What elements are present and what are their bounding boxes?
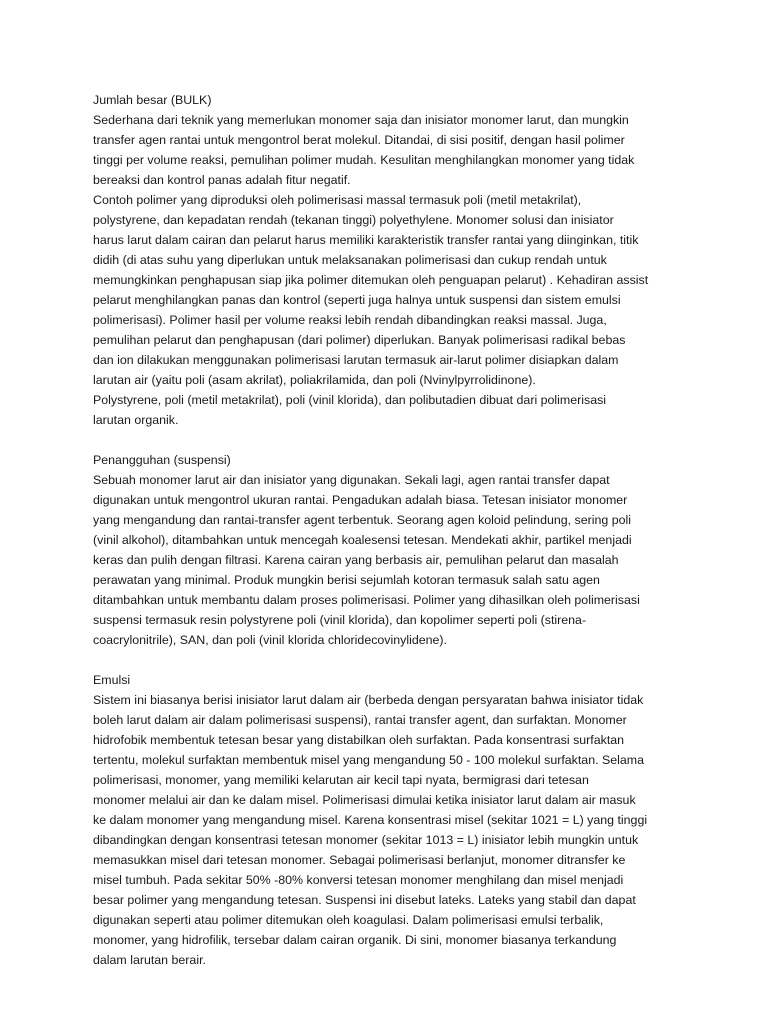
document-page (93, 90, 683, 970)
section (93, 90, 683, 430)
paragraph-line: Sederhana dari teknik yang memerlukan monomer saja dan inisiator monomer larut, dan mungkin (93, 113, 629, 127)
paragraph-line: digunakan seperti atau polimer ditemukan oleh koagulasi. Dalam polimerisasi emulsi terbalik, (93, 913, 604, 927)
paragraph-line: ditambahkan untuk membantu dalam proses polimerisasi. Polimer yang dihasilkan oleh polimerisasi (93, 593, 640, 607)
paragraph-line: polystyrene, dan kepadatan rendah (tekanan tinggi) polyethylene. Monomer solusi dan inisiator (93, 213, 614, 227)
paragraph-line: keras dan pulih dengan filtrasi. Karena cairan yang berbasis air, pemulihan pelarut dan masalah (93, 553, 619, 567)
paragraph-line: ke dalam monomer yang mengandung misel. Karena konsentrasi misel (sekitar 1021 = L) yang tinggi (93, 813, 648, 827)
section-gap (93, 650, 683, 670)
paragraph-line: pemulihan pelarut dan penghapusan (dari polimer) diperlukan. Banyak polimerisasi radikal bebas (93, 333, 626, 347)
paragraph-line: larutan air (yaitu poli (asam akrilat), poliakrilamida, dan poli (Nvinylpyrrolidinone). (93, 373, 536, 387)
paragraph-line: polimerisasi). Polimer hasil per volume reaksi lebih rendah dibandingkan reaksi massal. Juga, (93, 313, 607, 327)
paragraph-line: hidrofobik membentuk tetesan besar yang distabilkan oleh surfaktan. Pada konsentrasi surfaktan (93, 733, 625, 747)
paragraph-line: Polystyrene, poli (metil metakrilat), poli (vinil klorida), dan polibutadien dibuat dari polimerisasi (93, 393, 607, 407)
paragraph-line: monomer melalui air dan ke dalam misel. Polimerisasi dimulai ketika inisiator larut dalam air masuk (93, 793, 636, 807)
paragraph-line: Sebuah monomer larut air dan inisiator yang digunakan. Sekali lagi, agen rantai transfer dapat (93, 473, 610, 487)
paragraph-line: bereaksi dan kontrol panas adalah fitur negatif. (93, 173, 351, 187)
section (93, 450, 683, 650)
section-heading: Jumlah besar (BULK) (93, 93, 212, 107)
paragraph-line: harus larut dalam cairan dan pelarut harus memiliki karakteristik transfer rantai yang diinginkan, titik (93, 233, 639, 247)
paragraph-line: dibandingkan dengan konsentrasi tetesan monomer (sekitar 1013 = L) inisiator lebih mungkin untuk (93, 833, 639, 847)
paragraph-line: larutan organik. (93, 413, 179, 427)
paragraph-line: memasukkan misel dari tetesan monomer. Sebagai polimerisasi berlanjut, monomer ditransfer ke (93, 853, 626, 867)
paragraph-line: digunakan untuk mengontrol ukuran rantai. Pengadukan adalah biasa. Tetesan inisiator monomer (93, 493, 628, 507)
paragraph-line: dalam larutan berair. (93, 953, 206, 967)
paragraph-line: monomer, yang hidrofilik, tersebar dalam cairan organik. Di sini, monomer biasanya terkandung (93, 933, 617, 947)
paragraph-line: yang mengandung dan rantai-transfer agent terbentuk. Seorang agen koloid pelindung, sering poli (93, 513, 631, 527)
paragraph-line: tertentu, molekul surfaktan membentuk misel yang mengandung 50 - 100 molekul surfaktan. Selama (93, 753, 644, 767)
section-gap (93, 430, 683, 450)
paragraph-line: pelarut menghilangkan panas dan kontrol (seperti juga halnya untuk suspensi dan sistem emulsi (93, 293, 621, 307)
paragraph-line: perawatan yang minimal. Produk mungkin berisi sejumlah kotoran termasuk salah satu agen (93, 573, 600, 587)
paragraph-line: besar polimer yang mengandung tetesan. Suspensi ini disebut lateks. Lateks yang stabil dan dapat (93, 893, 636, 907)
paragraph-line: didih (di atas suhu yang diperlukan untuk melaksanakan polimerisasi dan cukup rendah untuk (93, 253, 607, 267)
paragraph-line: suspensi termasuk resin polystyrene poli (vinil klorida), dan kopolimer seperti poli (stirena- (93, 613, 587, 627)
paragraph-line: dan ion dilakukan menggunakan polimerisasi larutan termasuk air-larut polimer disiapkan dalam (93, 353, 619, 367)
section-heading: Emulsi (93, 673, 131, 687)
paragraph-line: misel tumbuh. Pada sekitar 50% -80% konversi tetesan monomer menghilang dan misel menjadi (93, 873, 624, 887)
paragraph-line: (vinil alkohol), ditambahkan untuk mencegah koalesensi tetesan. Mendekati akhir, partikel menjadi (93, 533, 632, 547)
section (93, 670, 683, 970)
paragraph-line: memungkinkan penghapusan siap jika polimer ditemukan oleh penguapan pelarut) . Kehadiran assist (93, 273, 649, 287)
paragraph-line: boleh larut dalam air dalam polimerisasi suspensi), rantai transfer agent, dan surfaktan. Monomer (93, 713, 627, 727)
paragraph-line: Sistem ini biasanya berisi inisiator larut dalam air (berbeda dengan persyaratan bahwa inisiator tidak (93, 693, 644, 707)
paragraph-line: tinggi per volume reaksi, pemulihan polimer mudah. Kesulitan menghilangkan monomer yang tidak (93, 153, 635, 167)
paragraph-line: coacrylonitrile), SAN, dan poli (vinil klorida chloridecovinylidene). (93, 633, 447, 647)
document-body (93, 90, 683, 970)
paragraph-line: polimerisasi, monomer, yang memiliki kelarutan air kecil tapi nyata, bermigrasi dari tetesan (93, 773, 589, 787)
section-heading: Penangguhan (suspensi) (93, 453, 231, 467)
paragraph-line: transfer agen rantai untuk mengontrol berat molekul. Ditandai, di sisi positif, dengan hasil polimer (93, 133, 625, 147)
paragraph-line: Contoh polimer yang diproduksi oleh polimerisasi massal termasuk poli (metil metakrilat), (93, 193, 582, 207)
